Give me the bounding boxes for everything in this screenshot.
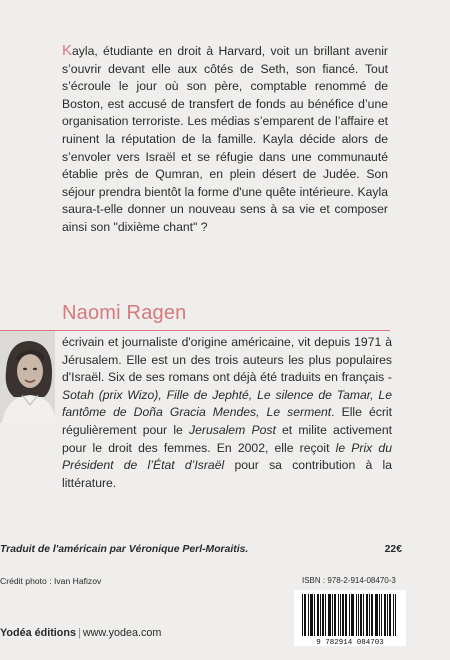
bio-book-titles: Sotah (prix Wizo), Fille de Jephté, Le silence de Tamar, Le fantôme de Doña Gracia Mendes, Le serment xyxy=(62,387,392,420)
barcode-bar xyxy=(338,594,339,636)
barcode-bar xyxy=(369,594,370,636)
barcode-bar xyxy=(305,594,306,636)
bio-text-1: écrivain et journaliste d'origine américaine, vit depuis 1971 à Jérusalem. Elle est un des trois auteurs les plus populaires d'Israël. Six de ses romans ont déjà été traduits en français - xyxy=(62,335,392,385)
barcode-bar xyxy=(384,594,385,636)
barcode-bar xyxy=(311,594,312,636)
price: 22€ xyxy=(384,544,402,555)
barcode-bar xyxy=(366,594,367,636)
barcode-bar xyxy=(351,594,352,636)
author-bio xyxy=(62,334,392,492)
barcode-bar xyxy=(360,594,361,636)
bio-prize: le Prix du Président de l’État d’Israël xyxy=(62,440,392,473)
barcode-bar xyxy=(345,594,346,636)
barcode xyxy=(294,590,406,646)
barcode-bar xyxy=(312,594,313,636)
barcode-bar xyxy=(372,594,373,636)
barcode-bar xyxy=(320,594,321,636)
barcode-bar xyxy=(349,594,350,636)
bio-newspaper: Jerusalem Post xyxy=(189,422,276,437)
bio-text-3: et milite activement pour le droit des femmes. En 2002, elle reçoit xyxy=(62,422,392,455)
photo-credit: Crédit photo : Ivan Hafizov xyxy=(0,576,102,586)
barcode-bar xyxy=(343,594,344,636)
author-photo xyxy=(0,331,55,423)
barcode-bar xyxy=(310,594,311,636)
barcode-bar xyxy=(314,594,315,636)
synopsis-text: ayla, étudiante en droit à Harvard, voit un brillant avenir s’ouvrir devant elle aux côtés de Seth, son fiancé. Tout s’écroule le jour où son père, comptable renommé de Boston, est accusé de transfert de fonds au bénéfice d’une organisation terroriste. Les médias s’emparent de l’affaire et ruinent la réputation de la famille. Kayla décide alors de s’envoler vers Israël et se réfugie dans une communauté établie près de Qumran, en plein désert de Judée. Son séjour prendra bientôt la forme d'une quête intérieure. Kayla saura-t-elle donner un nouveau sens à sa vie et composer ainsi son "dixième chant" ? xyxy=(62,44,388,234)
barcode-bar xyxy=(335,594,336,636)
barcode-bar xyxy=(340,594,341,636)
barcode-bar xyxy=(361,594,362,636)
barcode-bar xyxy=(376,594,377,636)
author-name: Naomi Ragen xyxy=(62,302,187,324)
barcode-bar xyxy=(304,594,305,636)
barcode-bar xyxy=(330,594,331,636)
barcode-bar xyxy=(329,594,330,636)
publisher-separator: | xyxy=(78,627,81,639)
barcode-bar xyxy=(393,594,394,636)
barcode-bar xyxy=(328,594,329,636)
author-divider xyxy=(0,330,390,331)
isbn: ISBN : 978-2-914-08470-3 xyxy=(302,576,396,585)
barcode-bar xyxy=(346,594,347,636)
barcode-bar xyxy=(371,594,372,636)
barcode-bar xyxy=(317,594,318,636)
barcode-bar xyxy=(390,594,391,636)
barcode-bar xyxy=(342,594,343,636)
barcode-bar xyxy=(302,594,303,636)
barcode-bar xyxy=(322,594,323,636)
barcode-bar xyxy=(353,594,354,636)
barcode-bar xyxy=(381,594,382,636)
barcode-bar xyxy=(395,594,396,636)
barcode-bar xyxy=(385,594,386,636)
barcode-bar xyxy=(389,594,390,636)
barcode-bar xyxy=(377,594,378,636)
barcode-bar xyxy=(387,594,388,636)
publisher-website[interactable]: www.yodea.com xyxy=(82,627,162,639)
barcode-bar xyxy=(367,594,368,636)
barcode-bar xyxy=(375,594,376,636)
barcode-bar xyxy=(358,594,359,636)
barcode-bar xyxy=(318,594,319,636)
bio-text-2: . Elle écrit régulièrement pour le xyxy=(62,405,392,437)
barcode-bar xyxy=(363,594,364,636)
barcode-bar xyxy=(323,594,324,636)
barcode-bar xyxy=(356,594,357,636)
publisher-line xyxy=(0,627,161,639)
barcode-bar xyxy=(308,594,309,636)
barcode-bar xyxy=(332,594,333,636)
bio-text-4: pour sa contribution à la littérature. xyxy=(62,458,392,490)
barcode-digits: 9 782914 084703 xyxy=(316,639,384,646)
synopsis-paragraph xyxy=(62,42,388,237)
barcode-bar xyxy=(379,594,380,636)
barcode-bar xyxy=(325,594,326,636)
barcode-bar xyxy=(352,594,353,636)
drop-cap: K xyxy=(62,42,73,59)
publisher-name: Yodéa éditions xyxy=(0,627,76,639)
barcode-bar xyxy=(334,594,335,636)
translator-credit: Traduit de l'américain par Véronique Perl-Moraitis. xyxy=(0,544,249,555)
